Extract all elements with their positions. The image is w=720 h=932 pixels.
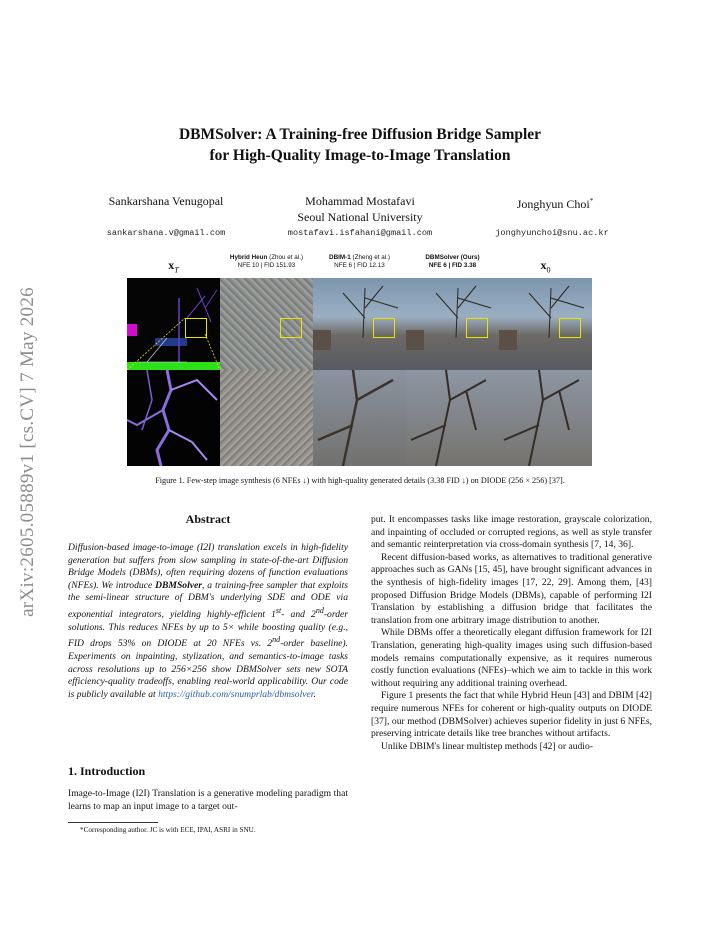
author-mark: * (589, 197, 594, 205)
hybrid-heun-image-zoom (220, 370, 313, 466)
author-2-email[interactable]: mostafavi.isfahani@gmail.com (287, 228, 433, 238)
author-name: Jonghyun Choi (516, 197, 590, 211)
zoom-region-box (373, 318, 395, 338)
arxiv-stamp: arXiv:2605.05889v1 [cs.CV] 7 May 2026 (17, 287, 38, 617)
author-affiliation: Seoul National University (297, 210, 423, 224)
input-image-zoom (127, 370, 220, 466)
right-column (371, 514, 652, 753)
paragraph: Figure 1 presents the fact that while Hybrid Heun [43] and DBIM [42] require numerous NFEs for coherent or high-quality outputs on DIODE [37], our method (DBMSolver) achieves superior fidelity in just 6 NFEs, preserving intricate details like tree branches without artifacts. (371, 690, 652, 740)
figure-1 (127, 254, 593, 466)
author-3-email[interactable]: jonghyunchoi@snu.ac.kr (495, 228, 609, 238)
dbim-image-full (313, 278, 406, 370)
column-label-dbim: DBIM-1 (Zheng et al.) NFE 6 | FID 12.13 (329, 254, 390, 269)
author-1-email[interactable]: sankarshana.v@gmail.com (106, 228, 226, 238)
dbmsolver-image-full (406, 278, 499, 370)
author-name: Mohammad Mostafavi (305, 194, 415, 208)
footnote-rule (68, 822, 158, 823)
title-line-2: for High-Quality Image-to-Image Translation (209, 147, 511, 164)
introduction-body: Image-to-Image (I2I) Translation is a generative modeling paradigm that learns to map an input image to a target out- (68, 788, 348, 812)
paper-title (0, 124, 720, 166)
paragraph: Unlike DBIM's linear multistep methods [42] or audio- (381, 740, 593, 752)
paragraph: put. It encompasses tasks like image restoration, grayscale colorization, and inpainting of occluded or corrupted regions, as well as style transfer and semantic reinterpretation via cross-domain synthesis [7, 14, 36]. (371, 514, 652, 551)
footnote: *Corresponding author. JC is with ECE, IPAI, ASRI in SNU. (80, 826, 256, 834)
title-line-1: DBMSolver: A Training-free Diffusion Bridge Sampler (178, 126, 542, 143)
ground-truth-image-zoom (499, 370, 592, 466)
author-2 (270, 193, 450, 225)
zoom-region-box (559, 318, 581, 338)
author-3 (500, 193, 610, 212)
input-image-full (127, 278, 220, 370)
paragraph: While DBMs offer a theoretically elegant diffusion framework for I2I Translation, generating high-quality images using such diffusion-based models remains computationally expensive, as it requires numerous costly function evaluations (NFEs)–which we aim to tackle in this work without requiring any additional training overhead. (371, 627, 652, 689)
dbim-image-zoom (313, 370, 406, 466)
author-1 (96, 193, 236, 209)
zoom-region-box (466, 318, 488, 338)
abstract-body: Diffusion-based image-to-image (I2I) translation excels in high-fidelity generation but suffers from slow sampling in state-of-the-art Diffusion Bridge Models (DBMs), often requiring dozens of function evaluations (NFEs). We introduce DBMSolver, a training-free sampler that exploits the semi-linear structure of DBM's underlying SDE and ODE via exponential integrators, yielding highly-efficient 1st- and 2nd-order solutions. This reduces NFEs by up to 5× while boosting quality (e.g., FID drops 53% on DIODE at 20 NFEs vs. 2nd-order baseline). Experiments on inpainting, stylization, and semantics-to-image tasks across resolutions up to 256×256 show DBMSolver sets new SOTA efficiency-quality tradeoffs, enabling real-world applicability. Our code is publicly available at https://github.com/snumprlab/dbmsolver. (68, 542, 348, 700)
figure-caption: Figure 1. Few-step image synthesis (6 NFEs ↓) with high-quality generated details (3.38 FID ↓) on DIODE (256 × 256) [37]. (155, 476, 565, 485)
column-label-dbmsolver: DBMSolver (Ours) NFE 6 | FID 3.38 (425, 254, 480, 269)
section-heading-introduction: 1. Introduction (68, 764, 146, 778)
column-label-hybrid-heun: Hybrid Heun (Zhou et al.) NFE 10 | FID 151.93 (229, 254, 304, 269)
abstract-heading: Abstract (185, 512, 231, 526)
paragraph: Recent diffusion-based works, as alternatives to traditional generative approaches such as GANs [15, 45], have brought significant advances in the synthesis of high-fidelity images [17, 22, 29]. Among them, [43] proposed Diffusion Bridge Models (DBMs), capable of performing I2I Translation by establishing a diffusion bridge that facilitates the translation from one arbitrary image distribution to another. (371, 551, 652, 626)
hybrid-heun-image-full (220, 278, 313, 370)
code-link[interactable]: https://github.com/snumprlab/dbmsolver (158, 688, 314, 700)
column-label-xt: $x_T$ (168, 258, 179, 275)
ground-truth-image-full (499, 278, 592, 370)
author-name: Sankarshana Venugopal (108, 194, 224, 208)
zoom-region-box (280, 318, 302, 338)
zoom-region-box (185, 318, 207, 338)
dbmsolver-image-zoom (406, 370, 499, 466)
column-label-x0: $x_0$ (540, 258, 551, 275)
method-name: DBMSolver (155, 579, 202, 591)
